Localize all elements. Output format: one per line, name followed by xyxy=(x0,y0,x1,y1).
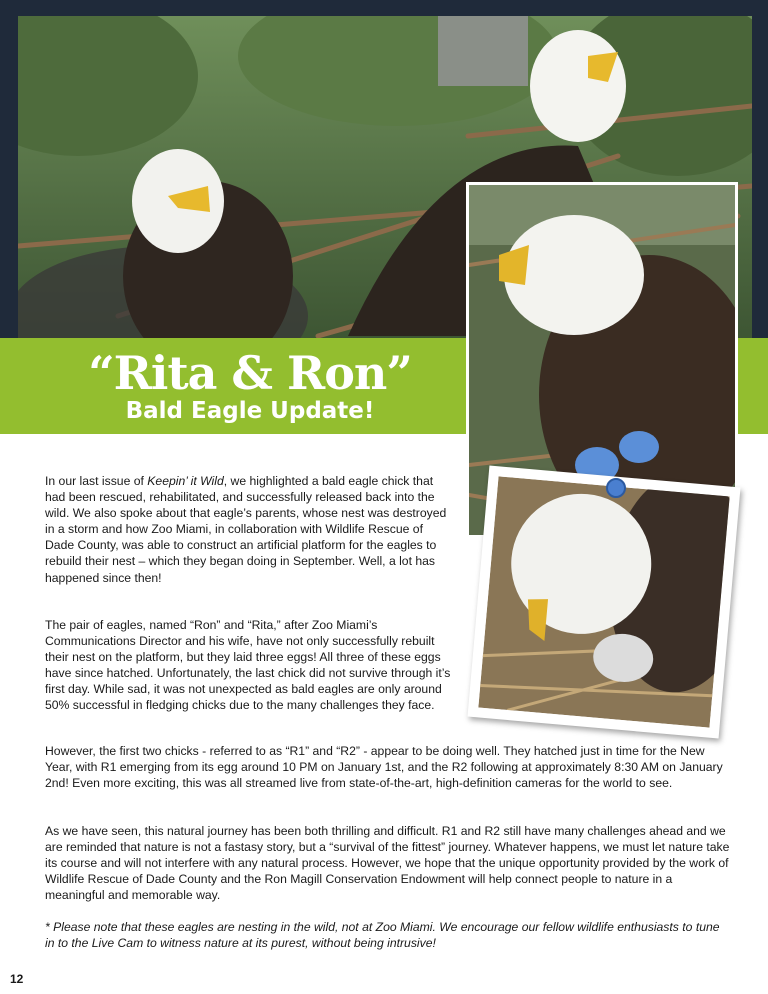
paragraph-eggs: The pair of eagles, named “Ron” and “Rita,” after Zoo Miami’s Communications Director and his wife, have not only successfully rebuilt their nest on the platform, but they laid three eggs! All three of these eggs have since hatched. Unfortunately, the last chick did not survive through it’s first day. While sad, it was not unexpected as bald eagles are only around 50% successful in fledging chicks due to the many challenges they face. xyxy=(45,618,451,713)
paragraph-note: * Please note that these eagles are nesting in the wild, not at Zoo Miami. We encourage our fellow wildlife enthusiasts to tune in to the Live Cam to witness nature at its purest, without being intrusive! xyxy=(45,920,720,951)
article-subtitle: Bald Eagle Update! xyxy=(125,398,375,424)
article-title: “Rita & Ron” xyxy=(88,346,412,400)
photo-eagle-with-chick xyxy=(467,465,740,738)
page-frame-right xyxy=(752,0,768,340)
paragraph-chicks: However, the first two chicks - referred to as “R1” and “R2” - appear to be doing well. They hatched just in time for the New Year, with R1 emerging from its egg around 10 PM on January 1st, and the R2 following at approximately 8:30 AM on January 2nd! Even more exciting, this was all streamed live from state-of-the-art, high-definition cameras for the world to see. xyxy=(45,744,723,791)
paragraph-intro: In our last issue of Keepin’ it Wild, we highlighted a bald eagle chick that had been rescued, rehabilitated, and successfully released back into the wild. We also spoke about that eagle’s parents, whose nest was destroyed in a storm and how Zoo Miami, in collaboration with Wildlife Rescue of Dade County, was able to construct an artificial platform for the eagles to rebuild their nest – which they began doing in September. Well, a lot has happened since then! xyxy=(45,474,447,585)
page-frame-top xyxy=(0,0,768,16)
push-pin-icon xyxy=(606,478,626,498)
page-number: 12 xyxy=(10,972,24,986)
page-frame-left xyxy=(0,0,18,340)
paragraph-journey: As we have seen, this natural journey has been both thrilling and difficult. R1 and R2 still have many challenges ahead and we are reminded that nature is not a fastasy story, but a “survival of the fittest” journey. Whatever happens, we must let nature take its course and will not interfere with any natural process. However, we hope that the unique opportunity provided by the work of Wildlife Rescue of Dade County and the Ron Magill Conservation Endowment will help connect people to nature in a meaningful and memorable way. xyxy=(45,824,730,903)
